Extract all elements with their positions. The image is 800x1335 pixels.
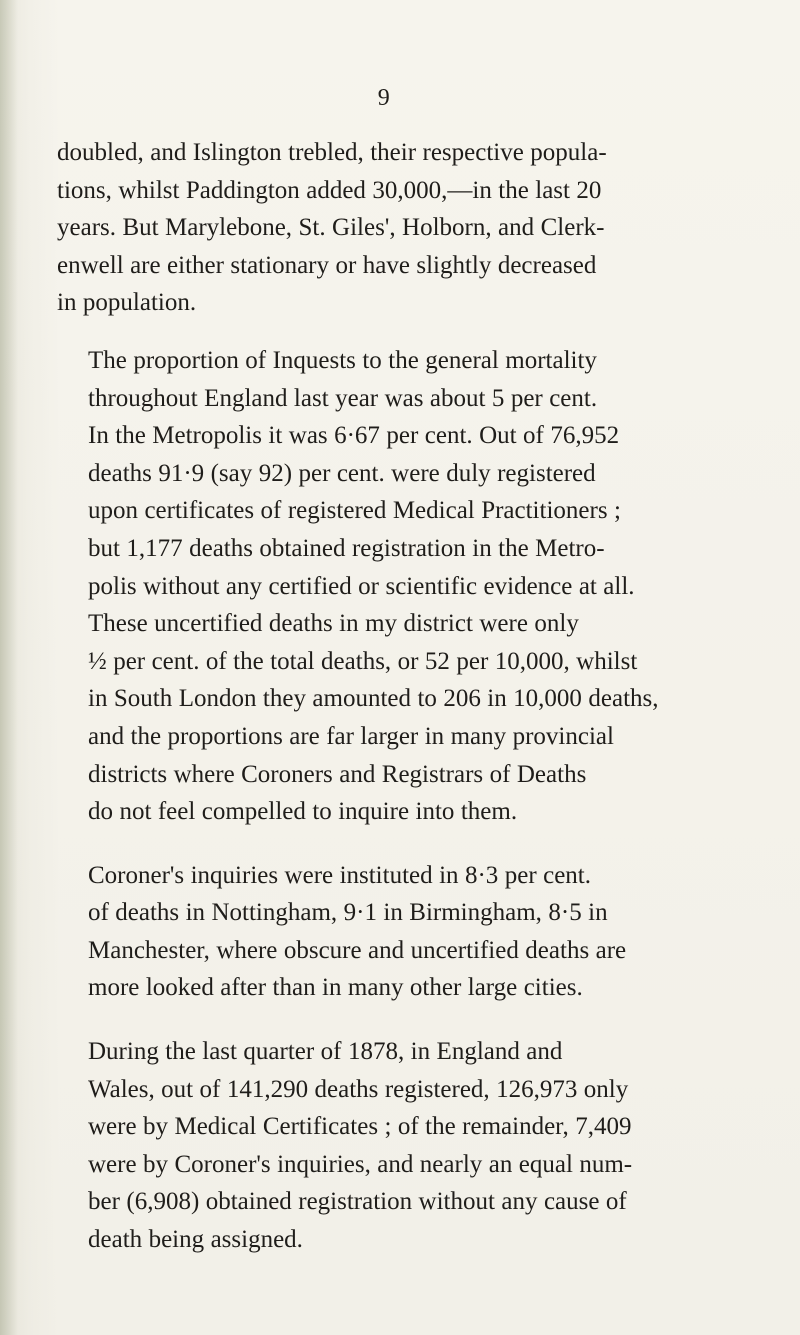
text-line: doubled, and Islington trebled, their respective popula- <box>57 139 607 166</box>
paragraph-4 <box>57 1033 770 1259</box>
text-line: death being assigned. <box>88 1226 303 1254</box>
paragraph-1 <box>57 134 770 322</box>
text-line: of deaths in Nottingham, 9·1 in Birmingham, 8·5 in <box>88 899 608 927</box>
text-line: tions, whilst Paddington added 30,000,—in the last 20 <box>57 176 602 204</box>
text-line: upon certificates of registered Medical Practitioners ; <box>88 497 621 525</box>
text-line: Manchester, where obscure and uncertified deaths are <box>88 936 627 964</box>
body-text <box>57 134 770 1285</box>
text-line: but 1,177 deaths obtained registration in the Metro- <box>88 534 605 562</box>
paragraph-2 <box>57 342 770 831</box>
text-line: in population. <box>57 289 197 317</box>
text-line: throughout England last year was about 5 per cent. <box>88 384 598 412</box>
text-line: deaths 91·9 (say 92) per cent. were duly registered <box>88 459 596 487</box>
text-line: In the Metropolis it was 6·67 per cent. Out of 76,952 <box>88 422 620 450</box>
text-line: ½ per cent. of the total deaths, or 52 per 10,000, whilst <box>88 647 638 675</box>
text-line: During the last quarter of 1878, in England and <box>88 1038 563 1066</box>
text-line: The proportion of Inquests to the general mortality <box>88 346 597 374</box>
text-line: These uncertified deaths in my district were only <box>88 610 579 638</box>
page-number: 9 <box>377 85 391 111</box>
text-line: more looked after than in many other large cities. <box>88 974 583 1002</box>
text-line: were by Coroner's inquiries, and nearly an equal num- <box>88 1150 633 1178</box>
text-line: and the proportions are far larger in many provincial <box>88 722 614 750</box>
text-line: ber (6,908) obtained registration without any cause of <box>88 1188 627 1216</box>
text-line: enwell are either stationary or have slightly decreased <box>57 251 597 279</box>
text-line: Coroner's inquiries were instituted in 8·3 per cent. <box>88 861 591 889</box>
paragraph-3 <box>57 857 770 1007</box>
text-line: polis without any certified or scientific evidence at all. <box>88 572 635 600</box>
text-line: districts where Coroners and Registrars of Deaths <box>88 760 587 788</box>
text-line: do not feel compelled to inquire into them. <box>88 798 518 826</box>
text-line: Wales, out of 141,290 deaths registered, 126,973 only <box>88 1075 629 1103</box>
page-edge-shadow <box>0 0 18 1335</box>
text-line: were by Medical Certificates ; of the remainder, 7,409 <box>88 1113 632 1141</box>
text-line: years. But Marylebone, St. Giles', Holborn, and Clerk- <box>57 214 605 242</box>
text-line: in South London they amounted to 206 in 10,000 deaths, <box>88 685 659 713</box>
